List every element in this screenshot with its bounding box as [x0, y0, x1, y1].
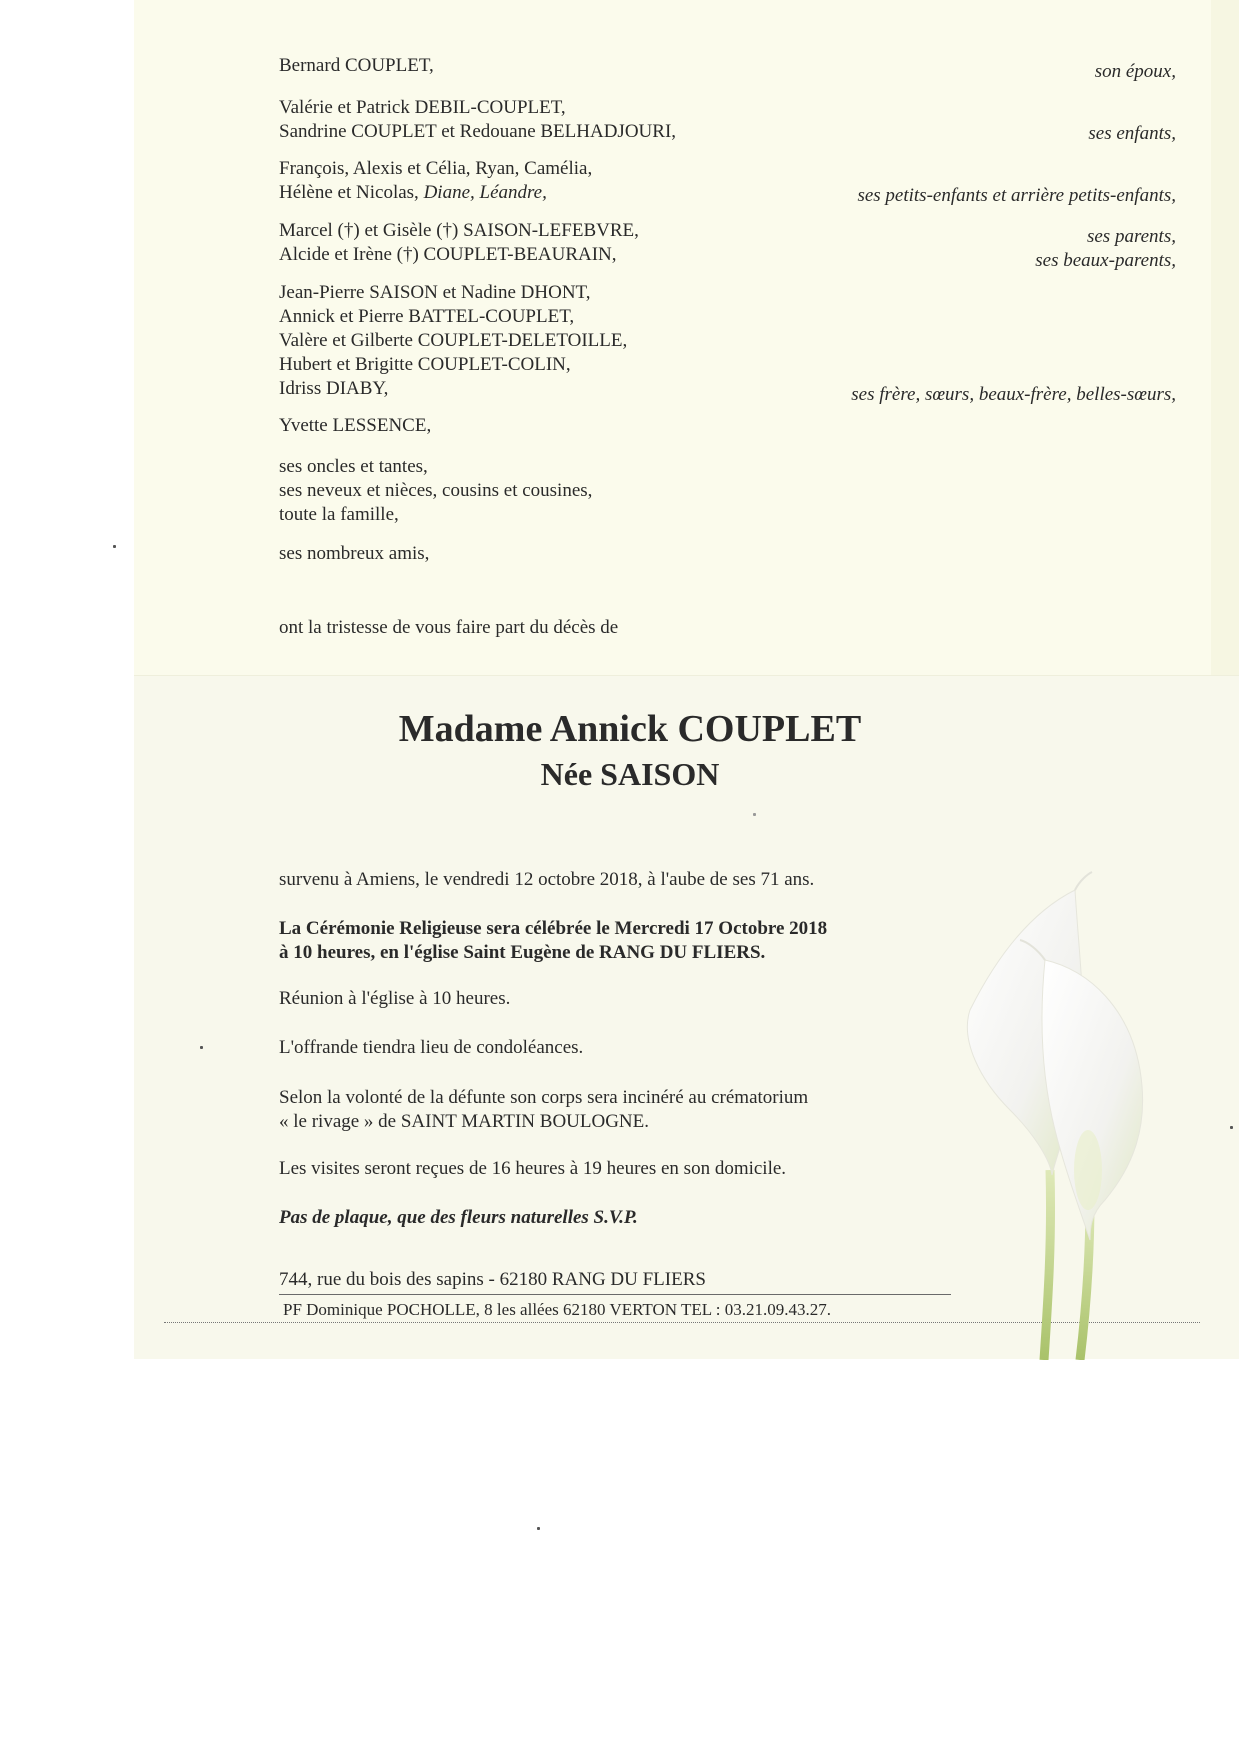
visits-details: Les visites seront reçues de 16 heures à 19 heures en son domicile.	[279, 1158, 787, 1179]
death-details: survenu à Amiens, le vendredi 12 octobre 2018, à l'aube de ses 71 ans.	[279, 869, 815, 890]
cremation-details: Selon la volonté de la défunte son corps sera incinéré au crématorium « le rivage » de SAINT MARTIN BOULOGNE.	[279, 1087, 809, 1132]
grandchildren-names: François, Alexis et Célia, Ryan, Camélia, Hélène et Nicolas, Diane, Léandre,	[279, 158, 593, 203]
flowers-note: Pas de plaque, que des fleurs naturelles S.V.P.	[279, 1207, 638, 1228]
role-husband: son époux,	[1094, 61, 1176, 82]
role-children: ses enfants,	[1088, 123, 1176, 144]
siblings-names	[279, 281, 627, 401]
scan-speck	[1230, 1126, 1233, 1129]
friends-line: ses nombreux amis,	[279, 543, 430, 564]
scan-speck	[200, 1046, 203, 1049]
funeral-home-line: PF Dominique POCHOLLE, 8 les allées 62180 VERTON TEL : 03.21.09.43.27.	[283, 1300, 832, 1319]
role-parents: ses parents, ses beaux-parents,	[1035, 226, 1176, 271]
other-relative: Yvette LESSENCE,	[279, 415, 432, 436]
sibling-entry: Valère et Gilberte COUPLET-DELETOILLE,	[279, 330, 628, 351]
husband-name: Bernard COUPLET,	[279, 55, 434, 76]
scan-speck	[537, 1527, 540, 1530]
scan-speck	[113, 545, 116, 548]
deceased-maiden-name: Née SAISON	[540, 756, 720, 792]
sibling-entry: Jean-Pierre SAISON et Nadine DHONT,	[279, 282, 591, 303]
children-names	[279, 96, 676, 144]
child-entry: Valérie et Patrick DEBIL-COUPLET,	[279, 97, 566, 118]
child-entry: Sandrine COUPLET et Redouane BELHADJOURI,	[279, 121, 677, 142]
scan-speck	[753, 813, 756, 816]
offering-note: L'offrande tiendra lieu de condoléances.	[279, 1037, 584, 1058]
address-underline	[279, 1294, 951, 1295]
sibling-entry: Hubert et Brigitte COUPLET-COLIN,	[279, 354, 571, 375]
role-siblings: ses frère, sœurs, beaux-frère, belles-sœurs,	[851, 384, 1176, 405]
ceremony-details: La Cérémonie Religieuse sera célébrée le Mercredi 17 Octobre 2018 à 10 heures, en l'église Saint Eugène de RANG DU FLIERS.	[279, 918, 828, 963]
card-fold-edge	[1211, 0, 1239, 675]
relatives-list: ses oncles et tantes, ses neveux et nièces, cousins et cousines, toute la famille,	[279, 456, 593, 525]
deceased-name: Madame Annick COUPLET	[398, 708, 862, 750]
calla-lily-illustration	[940, 870, 1180, 1360]
announcement-text: ont la tristesse de vous faire part du décès de	[279, 617, 619, 638]
role-grandchildren: ses petits-enfants et arrière petits-enfants,	[857, 185, 1176, 206]
church-meeting: Réunion à l'église à 10 heures.	[279, 988, 511, 1009]
sibling-entry: Idriss DIABY,	[279, 378, 389, 399]
home-address: 744, rue du bois des sapins - 62180 RANG DU FLIERS	[279, 1269, 706, 1290]
sibling-entry: Annick et Pierre BATTEL-COUPLET,	[279, 306, 575, 327]
parents-names: Marcel (†) et Gisèle (†) SAISON-LEFEBVRE, Alcide et Irène (†) COUPLET-BEAURAIN,	[279, 220, 639, 265]
